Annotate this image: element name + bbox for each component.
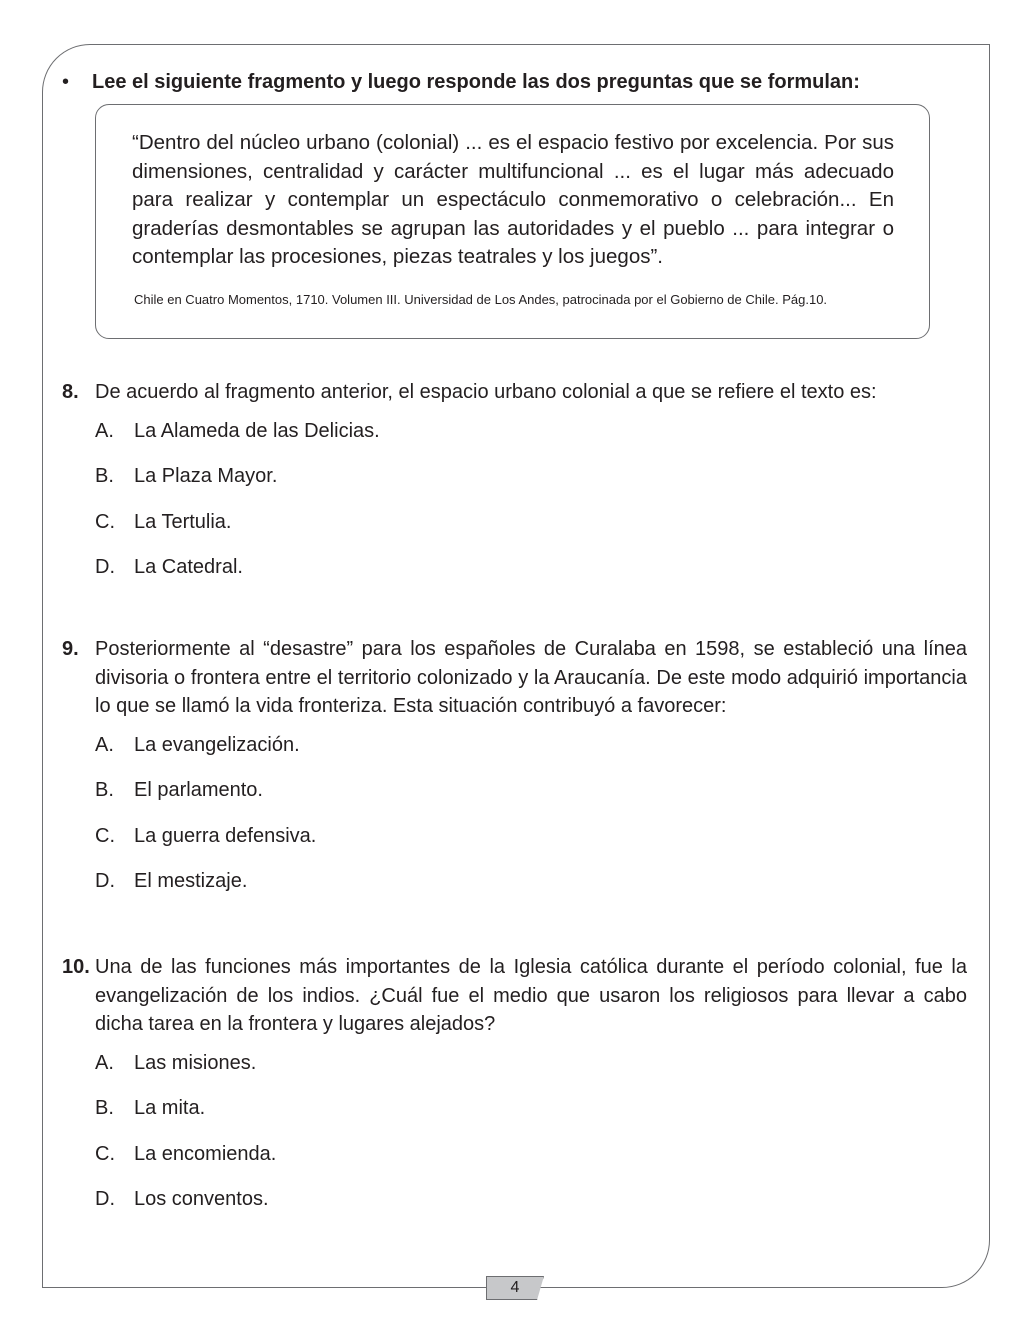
option-letter: C. [95, 1142, 115, 1165]
option-letter: C. [95, 510, 115, 533]
question-8 [62, 378, 967, 599]
answer-options [62, 731, 967, 913]
bullet: • [62, 71, 70, 93]
option-c[interactable] [62, 822, 967, 868]
instructions-text: Lee el siguiente fragmento y luego responde las dos preguntas que se formulan: [92, 71, 860, 93]
answer-options [62, 1049, 967, 1231]
option-letter: A. [95, 419, 114, 442]
quote-text: “Dentro del núcleo urbano (colonial) ... es el espacio festivo por excelencia. Por sus dimensiones, centralidad y carácter multifuncional ... es el lugar más adecuado para realizar y contemplar un espectáculo conmemorativo o celebración... En graderías desmontables se agrupan las autoridades y el pueblo ... para integrar o contemplar las procesiones, piezas teatrales y los juegos”. [132, 131, 894, 268]
answer-options [62, 417, 967, 599]
question-stem [62, 635, 967, 721]
option-text: La Plaza Mayor. [134, 465, 278, 487]
option-text: El mestizaje. [134, 870, 248, 892]
question-10 [62, 953, 967, 1231]
option-b[interactable] [62, 776, 967, 822]
option-letter: C. [95, 824, 115, 847]
option-letter: B. [95, 779, 114, 801]
page-number: 4 [510, 1279, 520, 1296]
option-text: Los conventos. [134, 1188, 269, 1210]
question-9 [62, 635, 967, 913]
option-letter: D. [95, 556, 115, 578]
option-text: El parlamento. [134, 779, 263, 801]
instructions [62, 68, 962, 96]
question-number: 8. [62, 381, 79, 403]
option-d[interactable] [62, 867, 967, 913]
option-letter: B. [95, 1097, 114, 1119]
option-letter: D. [95, 870, 115, 892]
option-text: La encomienda. [134, 1142, 277, 1165]
option-text: La guerra defensiva. [134, 824, 317, 847]
option-text: La Tertulia. [134, 510, 232, 533]
option-a[interactable] [62, 1049, 967, 1095]
question-stem [62, 953, 967, 1039]
question-text: Una de las funciones más importantes de la Iglesia católica durante el período colonial, fue la evangelización de los indios. ¿Cuál fue el medio que usaron los religiosos para llevar a cabo dicha tarea en la frontera y lugares alejados? [95, 956, 967, 1035]
option-text: La mita. [134, 1097, 206, 1119]
option-letter: A. [95, 733, 114, 756]
option-d[interactable] [62, 553, 967, 599]
question-number: 10. [62, 956, 90, 978]
option-a[interactable] [62, 731, 967, 777]
option-text: La Alameda de las Delicias. [134, 419, 380, 442]
option-a[interactable] [62, 417, 967, 463]
question-number: 9. [62, 638, 79, 660]
quote-source: Chile en Cuatro Momentos, 1710. Volumen III. Universidad de Los Andes, patrocinada por el Gobierno de Chile. Pág.10. [134, 292, 828, 307]
option-text: La Catedral. [134, 556, 243, 578]
option-letter: D. [95, 1188, 115, 1210]
option-letter: A. [95, 1051, 114, 1074]
option-c[interactable] [62, 508, 967, 554]
option-d[interactable] [62, 1185, 967, 1231]
option-c[interactable] [62, 1140, 967, 1186]
option-text: La evangelización. [134, 733, 300, 756]
question-text: De acuerdo al fragmento anterior, el espacio urbano colonial a que se refiere el texto es: [95, 381, 877, 403]
option-letter: B. [95, 465, 114, 487]
question-text: Posteriormente al “desastre” para los españoles de Curalaba en 1598, se estableció una línea divisoria o frontera entre el territorio colonizado y la Araucanía. De este modo adquirió importancia lo que se llamó la vida fronteriza. Esta situación contribuyó a favorecer: [95, 638, 967, 717]
question-stem [62, 378, 967, 407]
option-b[interactable] [62, 462, 967, 508]
option-b[interactable] [62, 1094, 967, 1140]
option-text: Las misiones. [134, 1051, 257, 1074]
